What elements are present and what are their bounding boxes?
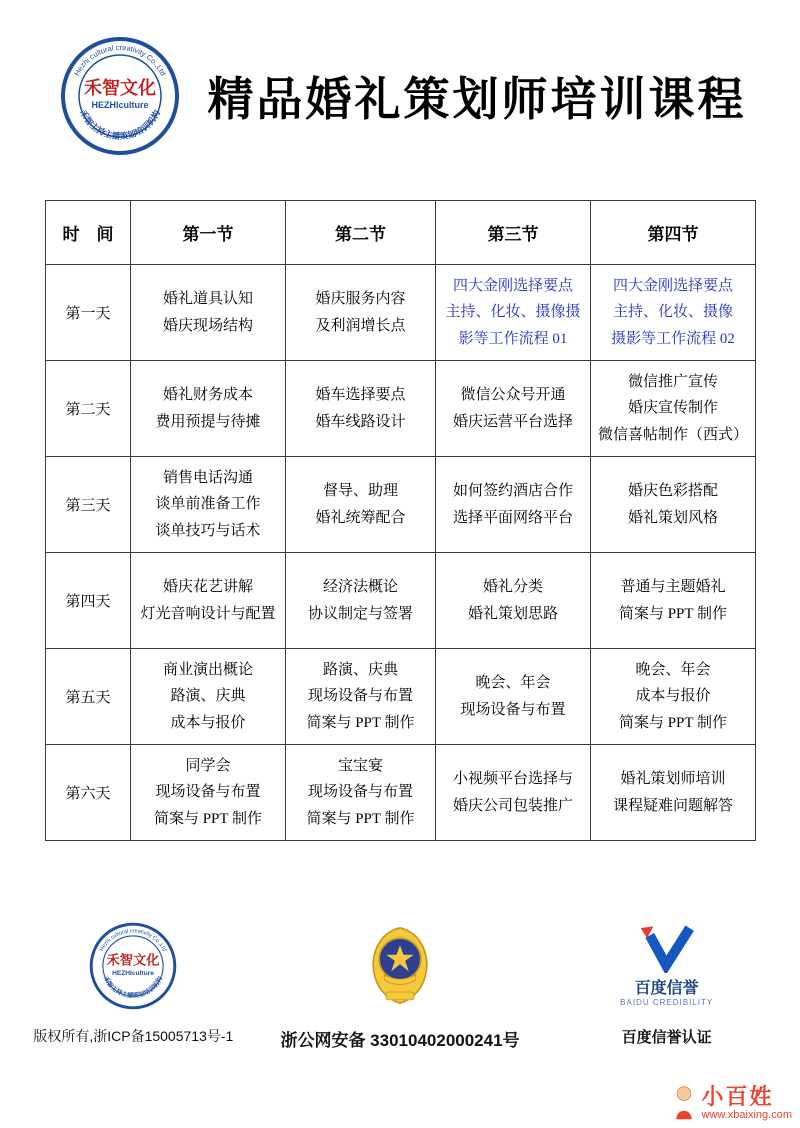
course-line: 协议制定与签署: [307, 605, 413, 622]
course-line: 婚车线路设计: [315, 413, 406, 430]
course-cell: [436, 745, 591, 841]
course-line: 摄影等工作流程 02: [611, 330, 735, 347]
course-cell: [436, 265, 591, 361]
course-cell: [286, 457, 436, 553]
course-line: 婚礼策划风格: [627, 509, 718, 526]
logo-name-en: HEZHIculture: [112, 969, 155, 977]
footer-police-block: [267, 916, 534, 1051]
course-line: 选择平面网络平台: [452, 509, 573, 526]
course-cell: [131, 649, 286, 745]
baidu-logo-box: [620, 916, 713, 1016]
course-line: 课程疑难问题解答: [612, 797, 733, 814]
course-line: 路演、庆典: [170, 688, 246, 705]
watermark-site-name: 小百姓: [701, 1084, 774, 1110]
course-line: 婚庆宣传制作: [627, 400, 718, 417]
day-label: 第六天: [46, 745, 131, 841]
footer-baidu-block: [533, 916, 800, 1051]
table-row: [46, 553, 756, 649]
course-line: 婚庆现场结构: [162, 317, 253, 334]
course-cell: [591, 361, 756, 457]
logo-arc-top-text: Hezhi cultural creativity Co.,Ltd: [99, 928, 168, 953]
footer-logo-box: [89, 916, 177, 1016]
course-line: 四大金刚选择要点: [452, 278, 573, 295]
course-cell: [436, 553, 591, 649]
course-line: 同学会: [185, 758, 231, 775]
course-line: 灯光音响设计与配置: [140, 605, 276, 622]
table-row: [46, 745, 756, 841]
table-row: [46, 265, 756, 361]
course-table-body: [46, 265, 756, 841]
course-line: 婚礼策划思路: [467, 605, 558, 622]
column-header: 第三节: [436, 201, 591, 265]
course-cell: [131, 265, 286, 361]
page-footer: [0, 916, 800, 1051]
course-schedule-table: [45, 200, 756, 841]
course-line: 现场设备与布置: [307, 688, 413, 705]
column-header: 第一节: [131, 201, 286, 265]
course-line: 主持、化妆、摄像: [612, 304, 733, 321]
course-line: 晚会、年会: [475, 675, 551, 692]
logo-name-cn: 禾智文化: [106, 952, 160, 968]
column-header: 第四节: [591, 201, 756, 265]
baidu-credibility-logo: [620, 925, 713, 1007]
course-cell: [131, 457, 286, 553]
course-line: 婚礼分类: [482, 579, 543, 596]
course-line: 如何签约酒店合作: [452, 483, 573, 500]
police-badge-box: [361, 916, 439, 1016]
baidu-logo-en-text: BAIDU CREDIBILITY: [620, 998, 714, 1007]
day-label: 第五天: [46, 649, 131, 745]
watermark-mascot-icon: [671, 1085, 697, 1121]
column-header: 第二节: [286, 201, 436, 265]
course-line: 简案与 PPT 制作: [153, 810, 263, 827]
course-line: 婚礼道具认知: [162, 291, 253, 308]
course-line: 督导、助理: [322, 483, 398, 500]
course-cell: [131, 361, 286, 457]
course-cell: [286, 265, 436, 361]
table-row: [46, 649, 756, 745]
course-line: 小视频平台选择与: [452, 771, 573, 788]
page-header: [60, 36, 764, 156]
course-table-head-row: [46, 201, 756, 265]
site-watermark: [671, 1084, 792, 1122]
logo-arc-bottom-text: 禾智主持主播策划培训机构: [102, 975, 165, 1000]
watermark-text-block: [702, 1084, 792, 1122]
course-line: 婚庆色彩搭配: [627, 483, 718, 500]
course-line: 谈单前准备工作: [155, 496, 261, 513]
day-label: 第三天: [46, 457, 131, 553]
copyright-text: 版权所有,浙ICP备15005713号-1: [33, 1028, 234, 1044]
course-cell: [286, 649, 436, 745]
police-record-text: 浙公网安备 33010402000241号: [280, 1031, 520, 1050]
course-cell: [286, 553, 436, 649]
baidu-cert-text: 百度信誉认证: [621, 1029, 712, 1046]
course-line: 婚礼财务成本: [162, 387, 253, 404]
watermark-site-url: www.xbaixing.com: [701, 1109, 792, 1122]
course-line: 路演、庆典: [322, 662, 398, 679]
course-cell: [131, 553, 286, 649]
course-line: 四大金刚选择要点: [612, 278, 733, 295]
course-line: 普通与主题婚礼: [620, 579, 726, 596]
course-line: 经济法概论: [322, 579, 398, 596]
day-label: 第二天: [46, 361, 131, 457]
course-cell: [591, 457, 756, 553]
course-line: 婚庆服务内容: [315, 291, 406, 308]
course-line: 婚礼策划师培训: [620, 771, 726, 788]
course-line: 及利润增长点: [315, 317, 406, 334]
course-line: 成本与报价: [170, 714, 246, 731]
course-cell: [591, 649, 756, 745]
course-line: 成本与报价: [635, 688, 711, 705]
hezhi-logo-icon: [60, 36, 180, 156]
course-cell: [591, 553, 756, 649]
course-line: 现场设备与布置: [460, 701, 566, 718]
hezhi-logo-small-icon: [89, 922, 177, 1010]
logo-name-en: HEZHIculture: [91, 100, 149, 110]
course-line: 简案与 PPT 制作: [306, 810, 415, 827]
course-line: 简案与 PPT 制作: [618, 605, 728, 622]
title-wrap: [190, 63, 764, 129]
course-line: 商业演出概论: [162, 662, 253, 679]
baidu-logo-cn-text: 百度信誉: [634, 980, 699, 997]
course-line: 宝宝宴: [337, 758, 383, 775]
column-header: 时 间: [46, 201, 131, 265]
police-badge-icon: [361, 922, 439, 1010]
day-label: 第四天: [46, 553, 131, 649]
course-line: 主持、化妆、摄像摄: [445, 304, 581, 321]
course-line: 销售电话沟通: [162, 470, 253, 487]
course-cell: [286, 361, 436, 457]
course-line: 婚礼统筹配合: [315, 509, 406, 526]
course-cell: [286, 745, 436, 841]
course-line: 微信公众号开通: [460, 387, 566, 404]
page-title: 精品婚礼策划师培训课程: [207, 74, 747, 125]
course-line: 简案与 PPT 制作: [618, 714, 728, 731]
logo-arc-top-text: Hezhi cultural creativity Co.,Ltd: [72, 42, 168, 78]
course-line: 简案与 PPT 制作: [306, 714, 415, 731]
course-line: 影等工作流程 01: [458, 330, 568, 347]
course-cell: [436, 649, 591, 745]
course-line: 费用预提与待摊: [155, 413, 261, 430]
course-line: 婚庆运营平台选择: [452, 413, 573, 430]
logo-name-cn: 禾智文化: [84, 78, 156, 98]
course-line: 婚庆花艺讲解: [162, 579, 253, 596]
table-row: [46, 361, 756, 457]
course-line: 谈单技巧与话术: [155, 522, 261, 539]
course-cell: [131, 745, 286, 841]
baidu-credibility-icon: [638, 925, 696, 973]
course-line: 微信喜帖制作（西式）: [597, 426, 748, 443]
course-cell: [436, 457, 591, 553]
table-row: [46, 457, 756, 553]
course-line: 现场设备与布置: [155, 784, 261, 801]
footer-copyright-block: [0, 916, 267, 1051]
course-line: 现场设备与布置: [307, 784, 413, 801]
course-line: 微信推广宣传: [627, 374, 718, 391]
course-cell: [591, 745, 756, 841]
course-line: 婚车选择要点: [315, 387, 406, 404]
course-line: 婚庆公司包装推广: [452, 797, 573, 814]
logo-arc-bottom-text: 禾智主持主播策划培训机构: [78, 108, 162, 142]
day-label: 第一天: [46, 265, 131, 361]
course-cell: [436, 361, 591, 457]
course-line: 晚会、年会: [635, 662, 711, 679]
course-cell: [591, 265, 756, 361]
